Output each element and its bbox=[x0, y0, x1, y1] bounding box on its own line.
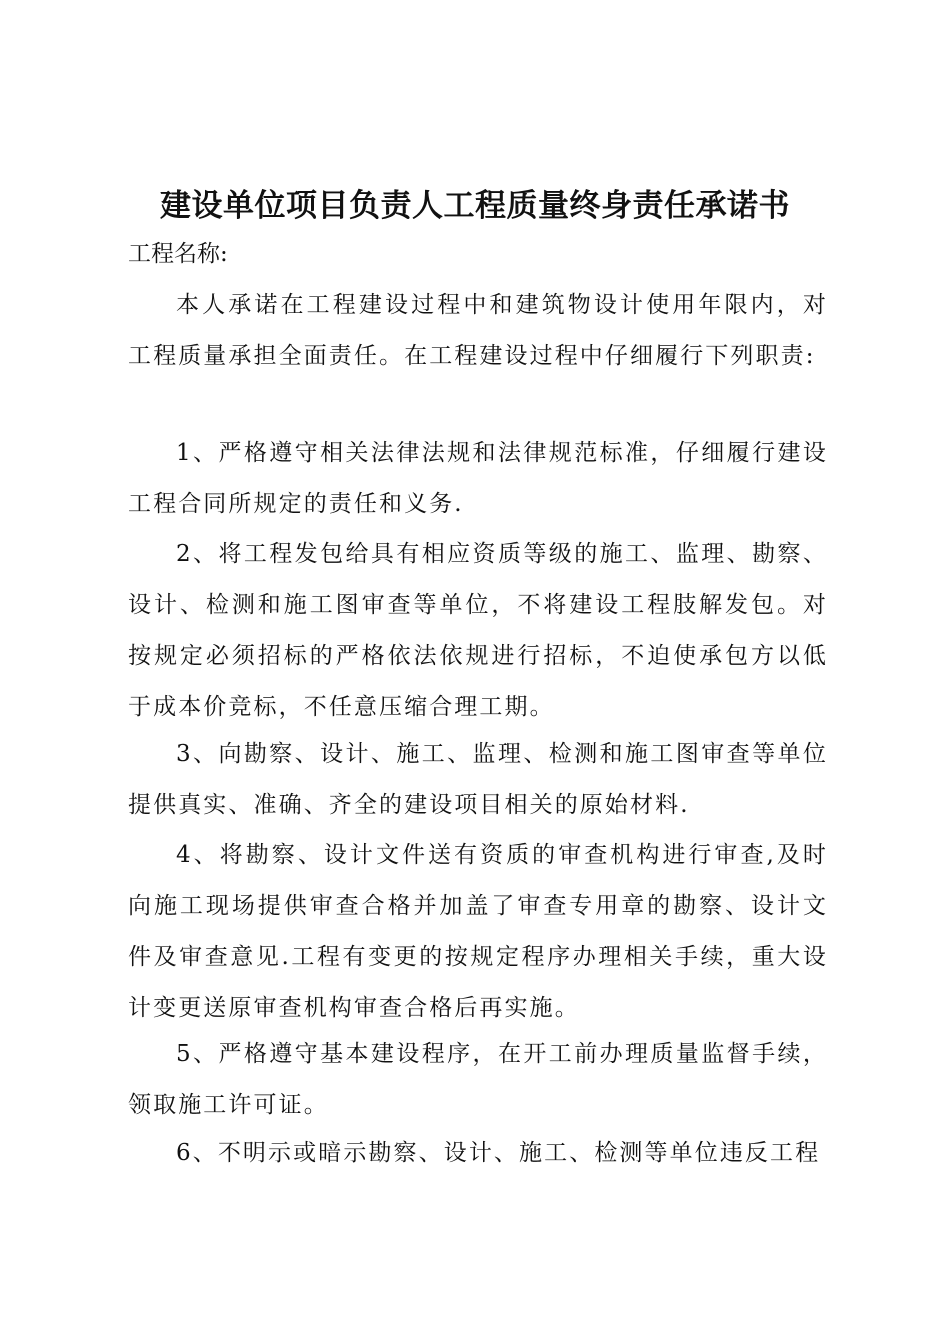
duty-item-2: 2、将工程发包给具有相应资质等级的施工、监理、勘察、设计、检测和施工图审查等单位，不将建设工程肢解发包。对按规定必须招标的严格依法依规进行招标，不迫使承包方以低于成本价竞标，不任意压缩合理工期。 bbox=[128, 541, 828, 720]
duty-item-4: 4、将勘察、设计文件送有资质的审查机构进行审查,及时向施工现场提供审查合格并加盖了审查专用章的勘察、设计文件及审查意见.工程有变更的按规定程序办理相关手续，重大设计变更送原审查机构审查合格后再实施。 bbox=[128, 842, 828, 1021]
duty-item-5: 5、严格遵守基本建设程序，在开工前办理质量监督手续，领取施工许可证。 bbox=[128, 1041, 828, 1118]
duty-item-6: 6、不明示或暗示勘察、设计、施工、检测等单位违反工程 bbox=[176, 1140, 821, 1166]
intro-paragraph: 本人承诺在工程建设过程中和建筑物设计使用年限内，对工程质量承担全面责任。在工程建设过程中仔细履行下列职责: bbox=[128, 292, 828, 369]
document-title: 建设单位项目负责人工程质量终身责任承诺书 bbox=[160, 188, 790, 224]
duty-item-1: 1、严格遵守相关法律法规和法律规范标准，仔细履行建设工程合同所规定的责任和义务. bbox=[128, 440, 828, 517]
project-name-label: 工程名称: bbox=[128, 241, 228, 267]
duty-item-3: 3、向勘察、设计、施工、监理、检测和施工图审查等单位提供真实、准确、齐全的建设项目相关的原始材料. bbox=[128, 741, 828, 818]
